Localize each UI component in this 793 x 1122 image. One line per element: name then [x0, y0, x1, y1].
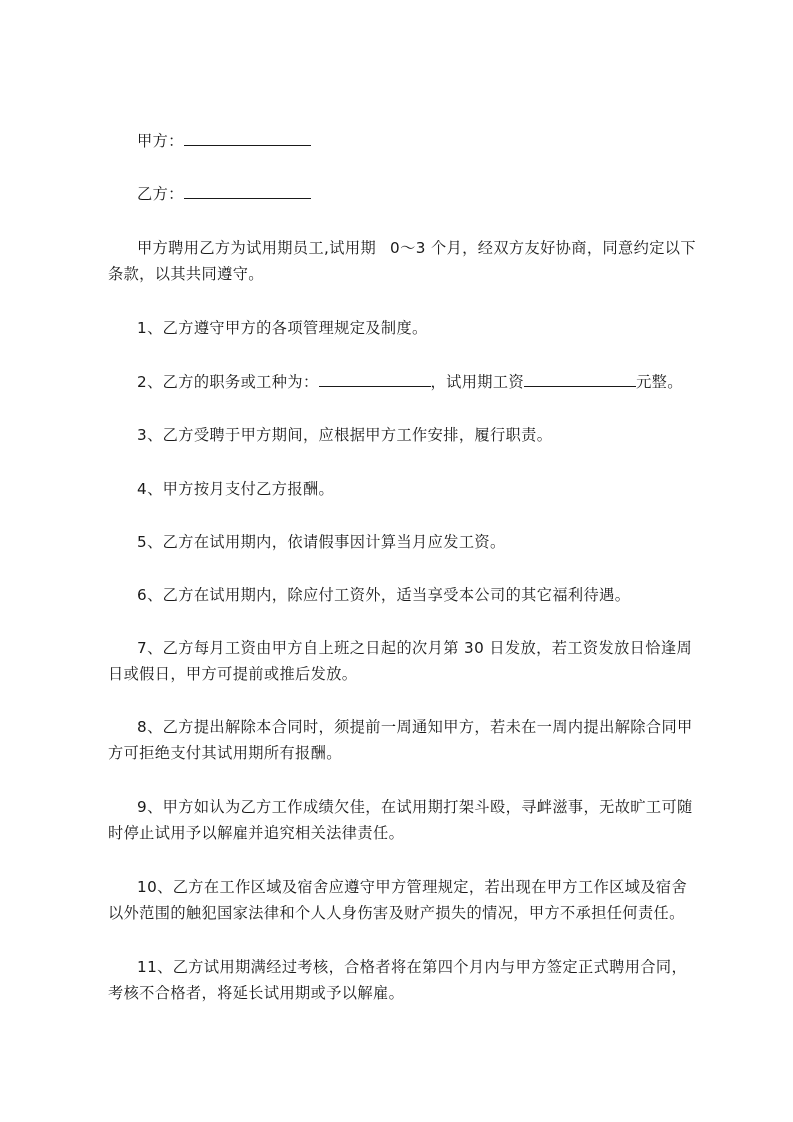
clause-2 [137, 372, 683, 392]
clause-10-line-1: 10、乙方在工作区域及宿舍应遵守甲方管理规定，若出现在甲方工作区域及宿舍 [137, 878, 688, 896]
clause-2-text-a: 2、乙方的职务或工种为： [137, 373, 319, 391]
clause-7-line-2: 日或假日，甲方可提前或推后发放。 [108, 665, 358, 683]
intro-text-a: 甲方聘用乙方为试用期员工,试用期 [137, 239, 377, 257]
intro-line-2: 条款，以其共同遵守。 [108, 265, 264, 283]
clause-11-line-1: 11、乙方试用期满经过考核，合格者将在第四个月内与甲方签定正式聘用合同， [137, 958, 688, 976]
party-a-line [137, 131, 311, 151]
intro-line-1 [137, 238, 696, 258]
clause-2-text-b: ，试用期工资 [430, 373, 525, 391]
clause-10-line-2: 以外范围的触犯国家法律和个人人身伤害及财产损失的情况，甲方不承担任何责任。 [108, 904, 685, 922]
intro-text-b: 0～3 个月，经双方友好协商，同意约定以下 [390, 239, 696, 257]
party-b-blank [184, 184, 311, 199]
clause-3: 3、乙方受聘于甲方期间，应根据甲方工作安排，履行职责。 [137, 426, 553, 444]
party-a-blank [184, 131, 311, 146]
clause-1: 1、乙方遵守甲方的各项管理规定及制度。 [137, 319, 428, 337]
clause-8-line-2: 方可拒绝支付其试用期所有报酬。 [108, 744, 342, 762]
salary-blank [524, 372, 636, 387]
clause-7-line-1: 7、乙方每月工资由甲方自上班之日起的次月第 30 日发放，若工资发放日恰逢周 [137, 639, 693, 657]
clause-9-line-1: 9、甲方如认为乙方工作成绩欠佳，在试用期打架斗殴，寻衅滋事，无故旷工可随 [137, 798, 693, 816]
clause-5: 5、乙方在试用期内，依请假事因计算当月应发工资。 [137, 533, 506, 551]
clause-6: 6、乙方在试用期内，除应付工资外，适当享受本公司的其它福利待遇。 [137, 586, 631, 604]
clause-9-line-2: 时停止试用予以解雇并追究相关法律责任。 [108, 824, 405, 842]
clause-2-text-c: 元整。 [636, 373, 683, 391]
party-b-line [137, 184, 311, 204]
clause-8-line-1: 8、乙方提出解除本合同时，须提前一周通知甲方，若未在一周内提出解除合同甲 [137, 718, 693, 736]
clause-4: 4、甲方按月支付乙方报酬。 [137, 480, 335, 498]
position-blank [319, 372, 431, 387]
party-a-label: 甲方： [137, 132, 184, 150]
party-b-label: 乙方： [137, 185, 184, 203]
clause-11-line-2: 考核不合格者，将延长试用期或予以解雇。 [108, 984, 405, 1002]
